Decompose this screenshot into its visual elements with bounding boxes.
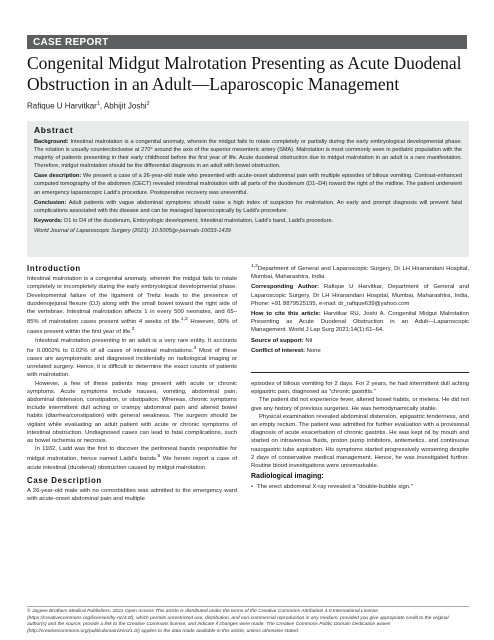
conflict-text: None bbox=[306, 347, 321, 354]
author-affil-sup: 1 bbox=[96, 101, 100, 107]
abstract-heading: Abstract bbox=[34, 125, 74, 135]
case-paragraph: episodes of bilious vomiting for 2 days. For 2 years, he had intermittent dull aching epigastric pain, diagnosed as "chronic gastritis." bbox=[251, 381, 469, 396]
conflict-label: Conflict of interest: bbox=[251, 347, 305, 354]
author-info-column bbox=[251, 263, 469, 357]
cite-label: How to cite this article: bbox=[251, 310, 321, 317]
intro-paragraph bbox=[27, 445, 237, 472]
support-text: Nil bbox=[305, 337, 313, 344]
abstract-background-text: Intestinal malrotation is a congenital anomaly, wherein the midgut fails to rotate completely or partially during the early embryological developmental phase. The rotation is usually counterclockwise at 270° around the axis of the superior mesenteric artery (SMA). Malrotation is most commonly seen in pediatric population with the majority of patients presenting in their early childhood before the first year of life. Acute duodenal obstruction due to midgut malrotation in an adult is a rare manifestation. Therefore, midgut malrotation should be the differential diagnosis in an adult with bowel obstruction. bbox=[34, 139, 462, 170]
reference-sup[interactable]: 4 bbox=[193, 345, 197, 351]
intro-paragraph: However, a few of these patients may present with acute or chronic symptoms. Acute symptoms include nausea, vomiting, abdominal pain, abdominal distension, constipation, or obstipation. Whereas, chronic symptoms include intermittent dull aching or crampy abdominal pain and altered bowel habits (diarrhea/constipation) with general weakness. The surgeon should be vigilant while evaluating an adult patient with acute or chronic symptoms of intestinal obstruction. Undiagnosed cases can lead to fatal complications, such as bowel ischemia or necrosis. bbox=[27, 380, 237, 444]
article-type-label: CASE REPORT bbox=[27, 35, 467, 49]
affil-sup: 1,2 bbox=[251, 264, 258, 269]
radiological-imaging-heading: Radiological imaging: bbox=[251, 473, 324, 481]
author-name: Rafique U Harvitkar bbox=[27, 101, 97, 111]
author-separator: , bbox=[99, 101, 104, 111]
cite-text: Harvitkar RU, Joshi A. Congenital Midgut Malrotation Presenting as Acute Duodenal Obstruction in an Adult—Laparoscopic Management. World J Lap Surg 2021;14(1):61–64. bbox=[251, 310, 469, 334]
abstract-box bbox=[27, 121, 469, 257]
abstract-case-text: We present a case of a 26-year-old male who presented with acute-onset abdominal pain with multiple episodes of bilious vomiting. Contrast-enhanced computed tomography of the abdomen (CECT) revealed intestinal malrotation with all parts of the duodenum (D1–D4) toward the right of the midline. The patient underwent an emergency laparoscopic Ladd's procedure. Postoperative recovery was uneventful. bbox=[34, 173, 462, 196]
corresponding-text: Rafique U Harvitkar, Department of General and Laparoscopic Surgery, Dr LH Hiranandani Hospital, Mumbai, Maharashtra, India, Phone: +91 8879525195, e-mail: dr_rafique639@yahoo.com bbox=[251, 284, 470, 307]
case-paragraph: A 26-year-old male with no comorbidities was admitted to the emergency ward with acute-onset abdominal pain and multiple bbox=[27, 487, 237, 503]
imaging-bullet: • The erect abdominal X-ray revealed a "double-bubble sign." bbox=[251, 483, 469, 491]
intro-text: Most of these cases are asymptomatic and diagnosed incidentally on radiological imaging or unrelated surgery. Hence, it is difficult to determine the exact counts of patients with malrotation. bbox=[27, 347, 238, 379]
article-title: Congenital Midgut Malrotation Presenting as Acute Duodenal Obstruction in an Adult—Laparoscopic Management bbox=[27, 53, 462, 94]
reference-sup[interactable]: 5 bbox=[157, 454, 161, 460]
abstract-background bbox=[34, 138, 462, 170]
intro-text: We herein report a case of acute intestinal (duodenal) obstruction caused by midgut malrotation. bbox=[27, 456, 237, 471]
author-list bbox=[27, 101, 467, 111]
source-of-support bbox=[251, 337, 469, 345]
intro-heading: Introduction bbox=[27, 264, 81, 273]
reference-sup[interactable]: 1,2 bbox=[180, 317, 188, 323]
left-column bbox=[27, 263, 237, 503]
footer-divider bbox=[27, 606, 469, 607]
author-name: Abhijit Joshi bbox=[103, 101, 147, 111]
intro-paragraph bbox=[27, 337, 237, 380]
right-column-continued bbox=[251, 380, 469, 492]
intro-text: However, 90% of cases present within the first year of life. bbox=[27, 319, 237, 336]
conflict-of-interest bbox=[251, 347, 469, 355]
affiliation-text: Department of General and Laparoscopic Surgery, Dr LH Hiranandani Hospital, Mumbai, Maharashtra, India bbox=[251, 265, 469, 281]
abstract-keywords-text: D1 to D4 of the duodenum, Embryologic development, Intestinal malrotation, Ladd's band, Ladd's procedure. bbox=[64, 217, 334, 224]
author-affil-sup: 2 bbox=[146, 101, 150, 107]
intro-text: Intestinal malrotation presenting in an adult is a very rare entity. It accounts for 0.0002% to 0.02% of all cases of intestinal malrotations. bbox=[27, 337, 237, 354]
citation-doi[interactable]: World Journal of Laparoscopic Surgery (2021): 10.5005/jp-journals-10033-1439 bbox=[34, 227, 231, 234]
corresponding-label: Corresponding Author: bbox=[251, 284, 320, 291]
license-footer: © Jaypee Brothers Medical Publishers. 2021 Open Access This article is distributed under the terms of the Creative Commons Attribution 4.0 International License (https://creativecommons.org/licenses/by-nc/4.0/), which permits unrestricted use, distribution, and non-commercial reproduction in any medium, provided you give appropriate credit to the original author(s) and the source, provide a link to the Creative Commons license, and indicate if changes were made. The Creative Commons Public Domain Dedication waiver (http://creativecommons.org/publicdomain/zero/1.0/) applies to the data made available in this article, unless otherwise stated. bbox=[27, 609, 449, 634]
abstract-background-label: Background: bbox=[34, 139, 69, 145]
abstract-conclusion-text: Adult patients with vague abdominal symptoms should raise a high index of suspicion for malrotation. An early and prompt diagnosis will prevent fatal complications associated with this disease and can be managed laparoscopically by Ladd's procedure. bbox=[34, 199, 462, 214]
abstract-keywords bbox=[34, 217, 462, 225]
abstract-case bbox=[34, 172, 462, 196]
how-to-cite bbox=[251, 310, 469, 335]
abstract-conclusion bbox=[34, 199, 462, 215]
abstract-case-label: Case description: bbox=[34, 173, 82, 180]
case-paragraph: Physical examination revealed abdominal distension, epigastric tenderness, and an empty rectum. The patient was admitted for further evaluation with a provisional diagnosis of acute exacerbation of chronic gastritis. He was kept nil by mouth and started on intravenous fluids, proton pump inhibitors, antiemetics, and continuous nasogastric tube aspiration. His symptoms started progressively worsening despite 2 days of conservative medical management. Hence, he was investigated further. Routine blood investigations were unremarkable. bbox=[251, 413, 469, 470]
case-description-heading: Case Description bbox=[27, 475, 102, 485]
intro-text: In 1932, Ladd was the first to discover the peritoneal bands responsible for midgut malrotation, hence named Ladd's bands. bbox=[27, 446, 237, 463]
corresponding-author bbox=[251, 283, 469, 308]
reference-sup[interactable]: 3 bbox=[131, 327, 135, 333]
abstract-citation bbox=[34, 227, 462, 235]
support-label: Source of support: bbox=[251, 337, 304, 344]
intro-text: Intestinal malrotation is a congenital anomaly, wherein the midgut fails to rotate completely or incompletely during the early embryological developmental phase. Developmental failure of the ligament of Treitz leads to the presence of duodenojejunal flexure (DJ) along with the small bowel toward the right side of the vertebrae. Intestinal malrotation affects 1 in every 500 neonates, and 65–85% of malrotation cases present within 4 weeks of life. bbox=[27, 276, 237, 326]
affiliation bbox=[251, 263, 469, 281]
abstract-keywords-label: Keywords: bbox=[34, 217, 63, 224]
case-paragraph: The patient did not experience fever, altered bowel habits, or melena. He did not give any history of previous surgeries. He was hemodynamically stable. bbox=[251, 397, 469, 412]
abstract-conclusion-label: Conclusion: bbox=[34, 199, 67, 206]
info-divider bbox=[251, 372, 469, 373]
intro-paragraph bbox=[27, 275, 237, 336]
